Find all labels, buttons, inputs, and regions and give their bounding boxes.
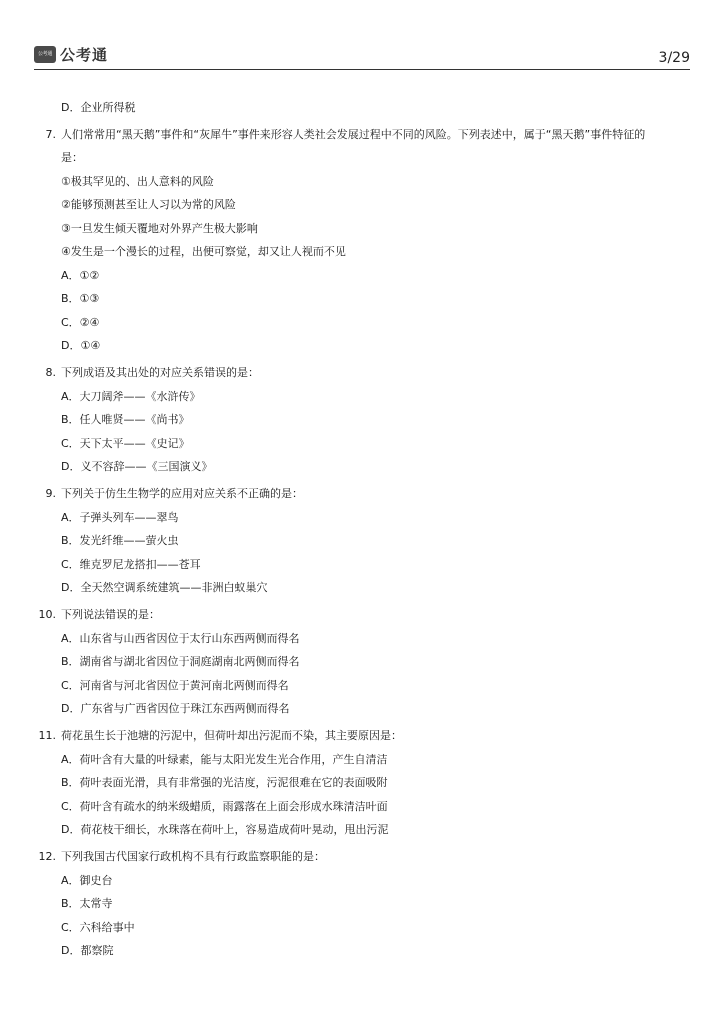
option-line: A．①② <box>61 269 100 282</box>
option-line: A．子弹头列车——翠鸟 <box>61 511 179 524</box>
option-line: C．河南省与河北省因位于黄河南北两侧而得名 <box>61 679 289 692</box>
question-number: 11. <box>38 729 56 742</box>
option-line: ①极其罕见的、出人意料的风险 <box>61 175 214 188</box>
question-number: 7. <box>45 128 56 141</box>
option-line: ②能够预测甚至让人习以为常的风险 <box>61 198 236 211</box>
brand-logo <box>34 44 108 65</box>
option-line: ③一旦发生倾天覆地对外界产生极大影响 <box>61 222 258 235</box>
option-line: B．任人唯贤——《尚书》 <box>61 413 190 426</box>
option-line: C．荷叶含有疏水的纳米级蜡质，雨露落在上面会形成水珠清洁叶面 <box>61 800 388 813</box>
option-line: D．全天然空调系统建筑——非洲白蚁巢穴 <box>61 581 268 594</box>
question-number: 8. <box>45 366 56 379</box>
option-line: B．太常寺 <box>61 897 113 910</box>
question-text: 下列说法错误的是： <box>61 608 160 621</box>
option-line: C．六科给事中 <box>61 921 135 934</box>
option-line: D．企业所得税 <box>61 101 136 114</box>
page-number: 3/29 <box>658 50 690 66</box>
brand-name: 公考通 <box>60 46 109 64</box>
question-text: 人们常常用“黑天鹅”事件和“灰犀牛”事件来形容人类社会发展过程中不同的风险。下列表述中，属于“黑天鹅”事件特征的 <box>61 128 646 141</box>
option-line: B．发光纤维——萤火虫 <box>61 534 179 547</box>
logo-icon: 公考通 <box>34 46 56 63</box>
option-line: C．维克罗尼龙搭扣——苍耳 <box>61 558 201 571</box>
option-line: D．荷花枝干细长，水珠落在荷叶上，容易造成荷叶晃动，甩出污泥 <box>61 823 389 836</box>
option-line: B．荷叶表面光滑，具有非常强的光洁度，污泥很难在它的表面吸附 <box>61 776 388 789</box>
option-line: D．义不容辞——《三国演义》 <box>61 460 213 473</box>
question-number: 9. <box>45 487 56 500</box>
question-number: 12. <box>38 850 56 863</box>
page-header <box>34 42 690 70</box>
option-line: B．①③ <box>61 292 100 305</box>
option-line: A．御史台 <box>61 874 113 887</box>
question-text: 下列关于仿生生物学的应用对应关系不正确的是： <box>61 487 303 500</box>
option-line: ④发生是一个漫长的过程，出便可察觉，却又让人视而不见 <box>61 245 346 258</box>
option-line: 是： <box>61 151 83 164</box>
option-line: C．②④ <box>61 316 100 329</box>
option-line: D．都察院 <box>61 944 114 957</box>
option-line: B．湖南省与湖北省因位于洞庭湖南北两侧而得名 <box>61 655 300 668</box>
option-line: A．荷叶含有大量的叶绿素，能与太阳光发生光合作用，产生自清洁 <box>61 753 388 766</box>
option-line: A．大刀阔斧——《水浒传》 <box>61 390 201 403</box>
option-line: A．山东省与山西省因位于太行山东西两侧而得名 <box>61 632 300 645</box>
option-line: C．天下太平——《史记》 <box>61 437 190 450</box>
question-number: 10. <box>38 608 56 621</box>
option-line: D．广东省与广西省因位于珠江东西两侧而得名 <box>61 702 290 715</box>
option-line: D．①④ <box>61 339 101 352</box>
question-text: 荷花虽生长于池塘的污泥中，但荷叶却出污泥而不染，其主要原因是： <box>61 729 402 742</box>
question-text: 下列我国古代国家行政机构不具有行政监察职能的是： <box>61 850 325 863</box>
question-text: 下列成语及其出处的对应关系错误的是： <box>61 366 259 379</box>
